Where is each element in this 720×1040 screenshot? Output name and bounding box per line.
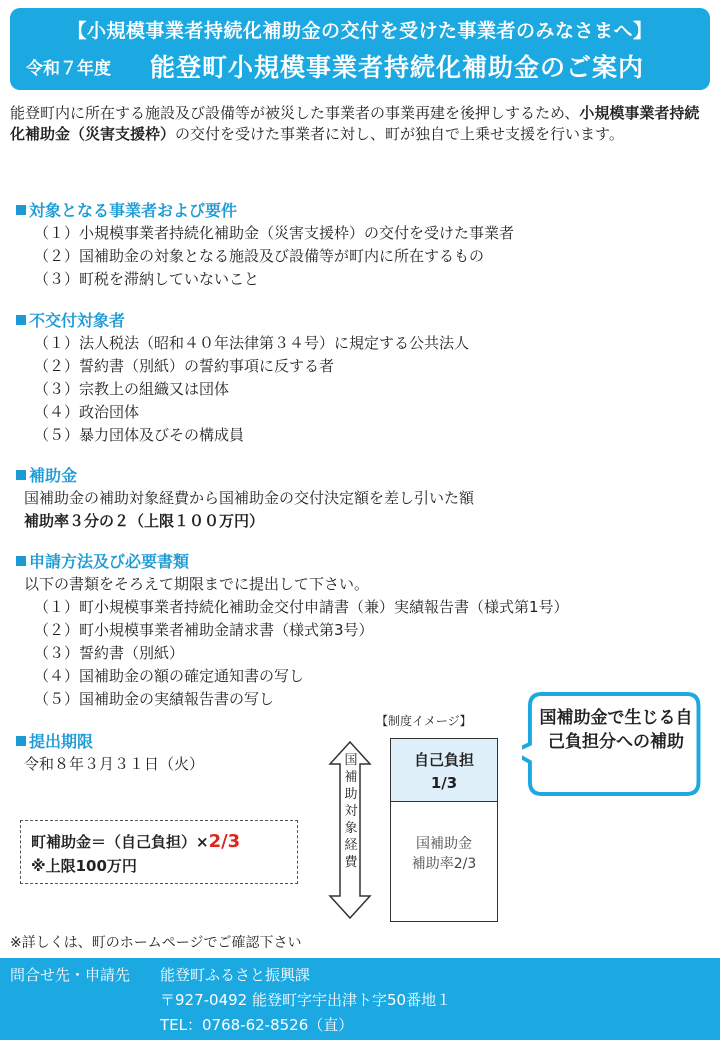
list-item: （３）町税を滞納していないこと — [34, 270, 260, 288]
contact-phone: TEL：0768-62-8526（直） — [160, 1016, 354, 1034]
list-item: （３）宗教上の組織又は団体 — [34, 380, 230, 398]
page-title: 能登町小規模事業者持続化補助金のご案内 — [150, 53, 645, 82]
footnote: ※詳しくは、町のホームページでご確認下さい — [10, 935, 302, 951]
list-item: （４）国補助金の額の確定通知書の写し — [34, 667, 305, 685]
contact-label: 問合せ先・申請先 — [10, 966, 131, 984]
list-item: （２）誓約書（別紙）の誓約事項に反する者 — [34, 357, 335, 375]
contact-department: 能登町ふるさと振興課 — [160, 966, 311, 984]
subsidy-description: 国補助金の補助対象経費から国補助金の交付決定額を差し引いた額 — [24, 489, 475, 507]
formula-box — [20, 820, 298, 884]
square-bullet-icon — [16, 470, 26, 480]
section-subsidy — [10, 464, 710, 533]
section-heading: 補助金 — [29, 466, 78, 485]
contact-address: 〒927-0492 能登町字宇出津ト字50番地１ — [160, 991, 452, 1009]
national-subsidy-cell: 国補助金 補助率2/3 — [411, 836, 477, 872]
formula-ratio: 2/3 — [208, 831, 241, 852]
list-item: （５）暴力団体及びその構成員 — [34, 426, 245, 444]
square-bullet-icon — [16, 205, 26, 215]
list-item: （１）町小規模事業者持続化補助金交付申請書（兼）実績報告書（様式第1号） — [34, 598, 569, 616]
section-heading: 申請方法及び必要書類 — [29, 552, 190, 571]
list-item: （１）小規模事業者持続化補助金（災害支援枠）の交付を受けた事業者 — [34, 224, 515, 242]
formula-text: 町補助金＝（自己負担）× — [31, 833, 209, 851]
list-item: （３）誓約書（別紙） — [34, 644, 185, 662]
header-banner — [10, 8, 710, 90]
header-subtitle: 【小規模事業者持続化補助金の交付を受けた事業者のみなさまへ】 — [67, 20, 653, 42]
list-item: （２）町小規模事業者補助金請求書（様式第3号） — [34, 621, 374, 639]
application-lead: 以下の書類をそろえて期限までに提出して下さい。 — [24, 575, 370, 593]
section-heading: 対象となる事業者および要件 — [29, 201, 238, 220]
square-bullet-icon — [16, 315, 26, 325]
section-deadline — [10, 730, 310, 776]
diagram-label: 【制度イメージ】 — [376, 714, 472, 728]
formula-cap: ※上限100万円 — [31, 857, 137, 875]
arrow-label: 国補助対象経費 — [344, 753, 358, 870]
deadline-date: 令和８年３月３１日（火） — [24, 755, 205, 773]
self-pay-cell: 自己負担 1/3 — [391, 739, 497, 802]
header-year: 令和７年度 — [26, 59, 111, 79]
list-item: （１）法人税法（昭和４０年法律第３４号）に規定する公共法人 — [34, 334, 470, 352]
list-item: （４）政治団体 — [34, 403, 140, 421]
speech-bubble — [522, 690, 702, 798]
section-heading: 不交付対象者 — [29, 311, 126, 330]
cost-box — [390, 738, 498, 922]
square-bullet-icon — [16, 736, 26, 746]
intro-paragraph: 能登町内に所在する施設及び設備等が被災した事業者の事業再建を後押しするため、小規模事業者持続化補助金（災害支援枠）の交付を受けた事業者に対し、町が独自で上乗せ支援を行います。 — [10, 104, 700, 143]
list-item: （５）国補助金の実績報告書の写し — [34, 690, 275, 708]
bubble-text: 国補助金で生じる自己負担分への補助 — [539, 708, 693, 752]
section-heading: 提出期限 — [29, 732, 94, 751]
intro-bold: 小規模事業者持続化補助金（災害支援枠） — [10, 104, 700, 143]
subsidy-rate: 補助率３分の２（上限１００万円） — [24, 512, 265, 530]
footer-contact — [0, 958, 720, 1040]
section-excluded — [10, 309, 710, 447]
section-eligibility — [10, 199, 710, 291]
section-application — [10, 550, 710, 711]
list-item: （２）国補助金の対象となる施設及び設備等が町内に所在するもの — [34, 247, 485, 265]
square-bullet-icon — [16, 556, 26, 566]
